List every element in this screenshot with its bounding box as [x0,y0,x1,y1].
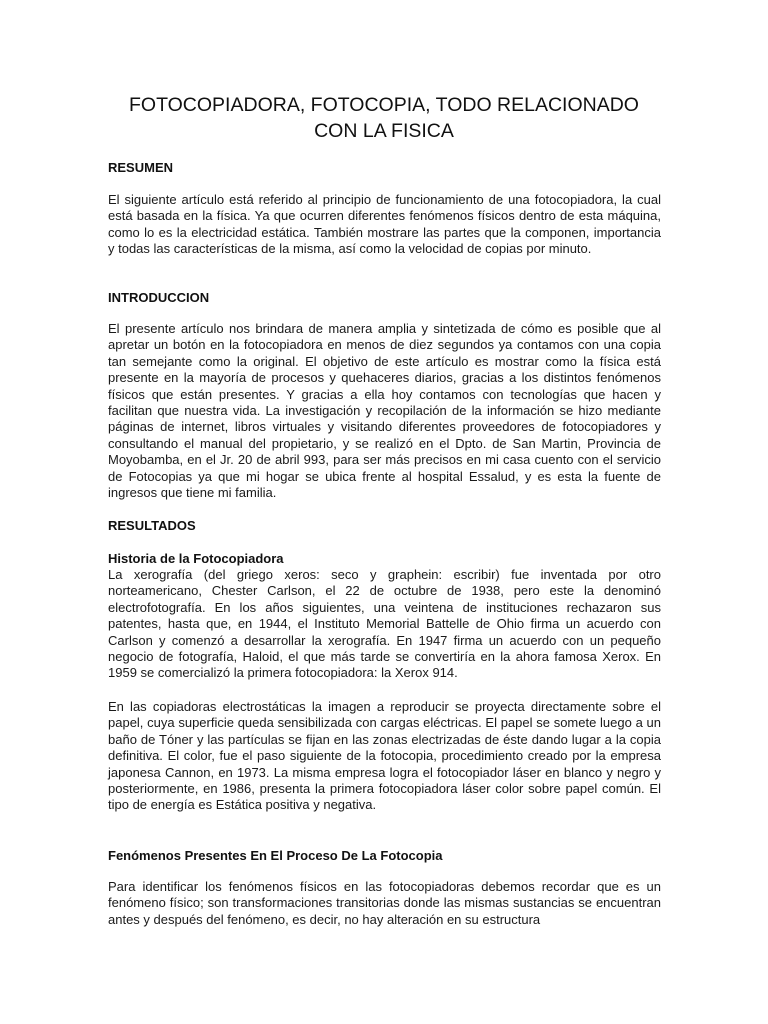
fenomenos-paragraph: Para identificar los fenómenos físicos en las fotocopiadoras debemos recordar que es un fenómeno físico; son transformaciones transitorias donde las mismas sustancias se encuentran antes y después del fenómeno, es decir, no hay alteración en su estructura [108,879,661,927]
introduccion-paragraph: El presente artículo nos brindara de manera amplia y sintetizada de cómo es posible que al apretar un botón en la fotocopiadora en menos de diez segundos ya contamos con una copia tan semejante como la original. El objetivo de este artículo es mostrar como la física está presente en la mayoría de procesos y quehaceres diarios, gracias a los distintos fenómenos físicos que están presentes. Y gracias a ella hoy contamos con tecnologías que hacen y facilitan que nuestra vida. La investigación y recopilación de la información se hizo mediante páginas de internet, libros virtuales y visitando diferentes proveedores de fotocopiadores y consultando el manual del propietario, y se realizó en el Dpto. de San Martin, Provincia de Moyobamba, en el Jr. 20 de abril 993, para ser más precisos en mi casa cuento con el servicio de Fotocopias ya que mi hogar se ubica frente al hospital Essalud, y es esta la fuente de ingresos que tiene mi familia. [108,321,661,501]
resumen-heading: RESUMEN [108,160,174,175]
document-title: FOTOCOPIADORA, FOTOCOPIA, TODO RELACIONADO CON LA FISICA [129,94,639,142]
copiadoras-paragraph: En las copiadoras electrostáticas la imagen a reproducir se proyecta directamente sobre el papel, cuya superficie queda sensibilizada con cargas eléctricas. El papel se somete luego a un baño de Tóner y las partículas se fijan en las zonas electrizadas de éste dando lugar a la copia definitiva. El color, fue el paso siguiente de la fotocopia, procedimiento creado por la empresa japonesa Cannon, en 1973. La misma empresa logra el fotocopiador láser en blanco y negro y posteriormente, en 1986, presenta la primera fotocopiadora láser color sobre papel común. El tipo de energía es Estática positiva y negativa. [108,699,661,813]
resumen-paragraph: El siguiente artículo está referido al principio de funcionamiento de una fotocopiadora, la cual está basada en la física. Ya que ocurren diferentes fenómenos físicos dentro de esta máquina, como lo es la electricidad estática. También mostrare las partes que la componen, importancia y todas las características de la misma, así como la velocidad de copias por minuto. [108,192,661,257]
historia-heading: Historia de la Fotocopiadora [108,551,284,566]
introduccion-heading: INTRODUCCION [108,290,210,305]
resultados-heading: RESULTADOS [108,518,196,533]
historia-paragraph: La xerografía (del griego xeros: seco y graphein: escribir) fue inventada por otro norteamericano, Chester Carlson, el 22 de octubre de 1938, pero este la denominó electrofotografía. En los años siguientes, una veintena de instituciones rechazaron sus patentes, hasta que, en 1944, el Instituto Memorial Battelle de Ohio firma un acuerdo con Carlson y comenzó a desarrollar la xerografía. En 1947 firma un acuerdo con un pequeño negocio de fotografía, Haloid, el que más tarde se convertiría en la ahora famosa Xerox. En 1959 se comercializó la primera fotocopiadora: la Xerox 914. [108,567,661,681]
fenomenos-heading: Fenómenos Presentes En El Proceso De La Fotocopia [108,848,443,863]
